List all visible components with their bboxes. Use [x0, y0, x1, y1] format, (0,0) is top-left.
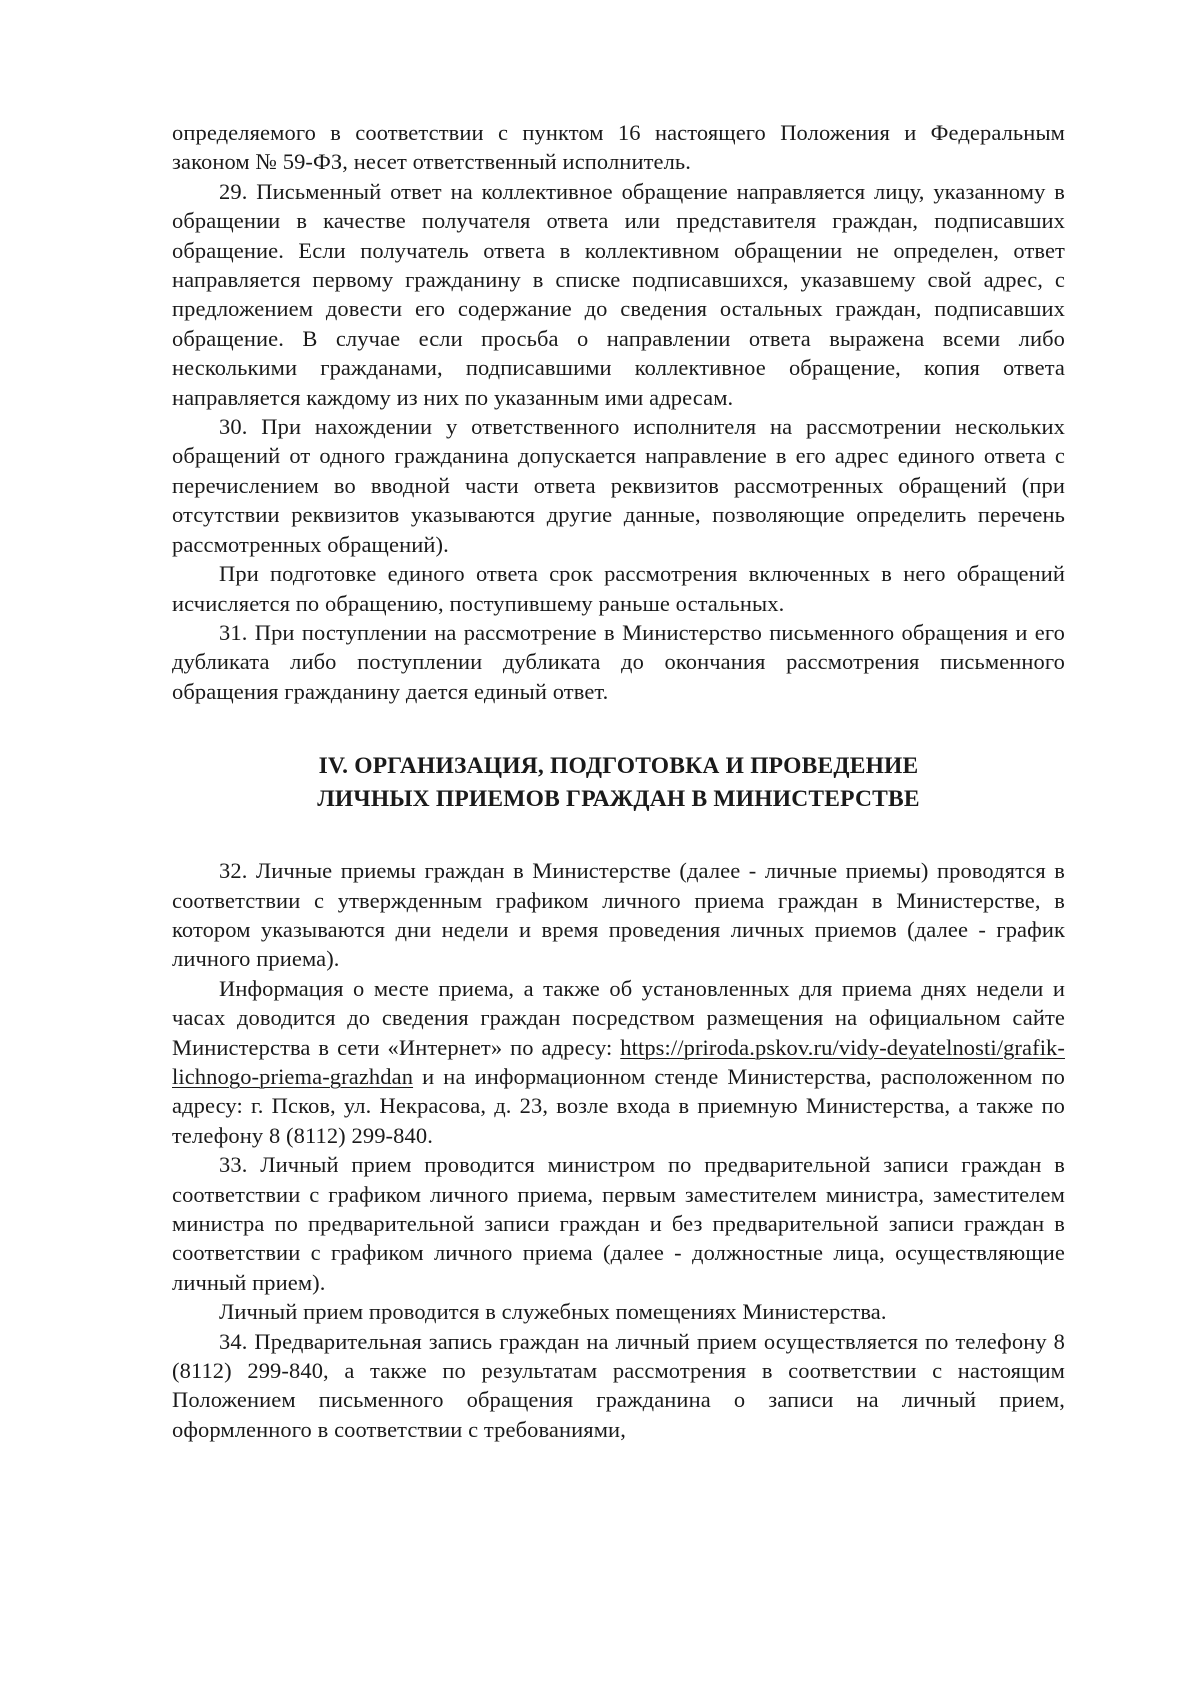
paragraph-continuation: определяемого в соответствии с пунктом 16 настоящего Положения и Федеральным законом № 59-ФЗ, несет ответственный исполнитель.: [172, 120, 1065, 175]
paragraph-item-30: 30. При нахождении у ответственного исполнителя на рассмотрении нескольких обращений от одного гражданина допускается направление в его адрес единого ответа с перечислением во вводной части ответа реквизитов рассмотренных обращений (при отсутствии реквизитов указываются другие данные, позволяющие определить перечень рассмотренных обращений).: [172, 414, 1065, 557]
section-heading-line-2: ЛИЧНЫХ ПРИЕМОВ ГРАЖДАН В МИНИСТЕРСТВЕ: [317, 786, 920, 813]
paragraph-item-29: 29. Письменный ответ на коллективное обращение направляется лицу, указанному в обращении в качестве получателя ответа или представителя граждан, подписавших обращение. Если получатель ответа в коллективном обращении не определен, ответ направляется первому гражданину в списке подписавшихся, указавшему свой адрес, с предложением довести его содержание до сведения остальных граждан, подписавших обращение. В случае если просьба о направлении ответа выражена всеми либо несколькими гражданами, подписавшими коллективное обращение, копия ответа направляется каждому из них по указанным ими адресам.: [172, 178, 1065, 410]
section-heading: [172, 750, 1065, 816]
paragraph-item-30-single-answer: При подготовке единого ответа срок рассмотрения включенных в него обращений исчисляется по обращению, поступившему раньше остальных.: [172, 561, 1065, 616]
paragraph-item-32: 32. Личные приемы граждан в Министерстве (далее - личные приемы) проводятся в соответствии с утвержденным графиком личного приема граждан в Министерстве, в котором указываются дни недели и время проведения личных приемов (далее - график личного приема).: [172, 858, 1065, 972]
paragraph-item-31: 31. При поступлении на рассмотрение в Министерство письменного обращения и его дубликата либо поступлении дубликата до окончания рассмотрения письменного обращения гражданину дается единый ответ.: [172, 619, 1065, 704]
reception-info-text-after: и на информационном стенде Министерства, расположенном по адресу: г. Псков, ул. Некрасова, д. 23, возле входа в приемную Министерства, а также по телефону 8 (8112) 299-840.: [172, 1063, 1065, 1148]
paragraph-reception-location: Личный прием проводится в служебных помещениях Министерства.: [219, 1299, 887, 1325]
document-body: [172, 118, 1065, 1444]
paragraph-item-33: 33. Личный прием проводится министром по предварительной записи граждан в соответствии с графиком личного приема, первым заместителем министра, заместителем министра по предварительной записи граждан и без предварительной записи граждан в соответствии с графиком личного приема (далее - должностные лица, осуществляющие личный прием).: [172, 1152, 1065, 1295]
paragraph-reception-info: [172, 974, 1065, 1150]
schedule-link[interactable]: https://priroda.pskov.ru/vidy-deyatelnosti/grafik-lichnogo-priema-grazhdan: [172, 1034, 1065, 1089]
section-heading-line-1: IV. ОРГАНИЗАЦИЯ, ПОДГОТОВКА И ПРОВЕДЕНИЕ: [318, 753, 919, 780]
reception-info-text-before: Информация о месте приема, а также об установленных для приема днях недели и часах доводится до сведения граждан посредством размещения на официальном сайте Министерства в сети «Интернет» по адресу:: [172, 975, 1065, 1060]
paragraph-item-34: 34. Предварительная запись граждан на личный прием осуществляется по телефону 8 (8112) 299-840, а также по результатам рассмотрения в соответствии с настоящим Положением письменного обращения гражданина о записи на личный прием, оформленного в соответствии с требованиями,: [172, 1328, 1065, 1442]
